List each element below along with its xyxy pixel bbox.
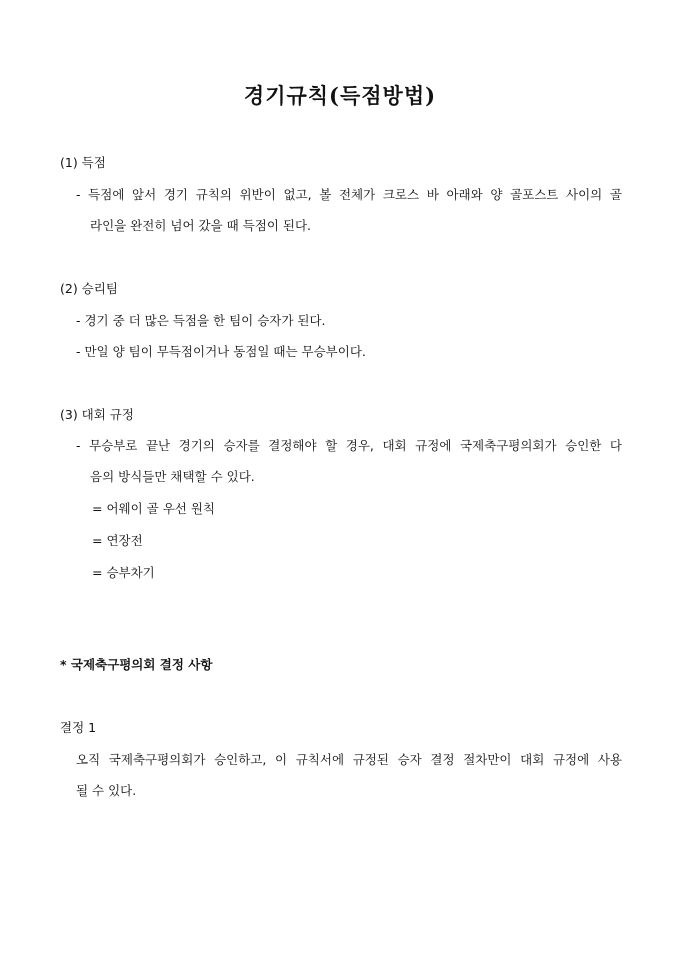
winning-team-rule-1: - 경기 중 더 많은 득점을 한 팀이 승자가 된다.: [76, 313, 326, 328]
document-title: 경기규칙(득점방법): [243, 83, 437, 108]
competition-rule-line-2: 음의 방식들만 채택할 수 있다.: [90, 469, 255, 484]
decision-text-line-1: 오직 국제축구평의회가 승인하고, 이 규칙서에 규정된 승자 결정 절차만이 대회 규정에 사용: [76, 752, 622, 767]
scoring-rule-line-2: 라인을 완전히 넘어 갔을 때 득점이 된다.: [90, 218, 312, 233]
method-away-goals: = 어웨이 골 우선 원칙: [92, 501, 215, 516]
winning-team-rule-2: - 만일 양 팀이 무득점이거나 동점일 때는 무승부이다.: [76, 344, 366, 359]
section-heading-winning-team: (2) 승리팀: [60, 281, 118, 296]
method-extra-time: = 연장전: [92, 533, 143, 548]
scoring-rule-line-1: - 득점에 앞서 경기 규칙의 위반이 없고, 볼 전체가 크로스 바 아래와 양 골포스트 사이의 골: [76, 187, 622, 202]
section-heading-competition-rules: (3) 대회 규정: [60, 407, 134, 422]
decision-text-line-2: 될 수 있다.: [76, 783, 137, 798]
section-heading-scoring: (1) 득점: [60, 155, 106, 170]
competition-rule-line-1: - 무승부로 끝난 경기의 승자를 결정해야 할 경우, 대회 규정에 국제축구평의회가 승인한 다: [76, 438, 622, 453]
method-penalty-shootout: = 승부차기: [92, 565, 155, 580]
decision-label: 결정 1: [60, 720, 97, 735]
ifab-decisions-heading: * 국제축구평의회 결정 사항: [60, 657, 213, 672]
